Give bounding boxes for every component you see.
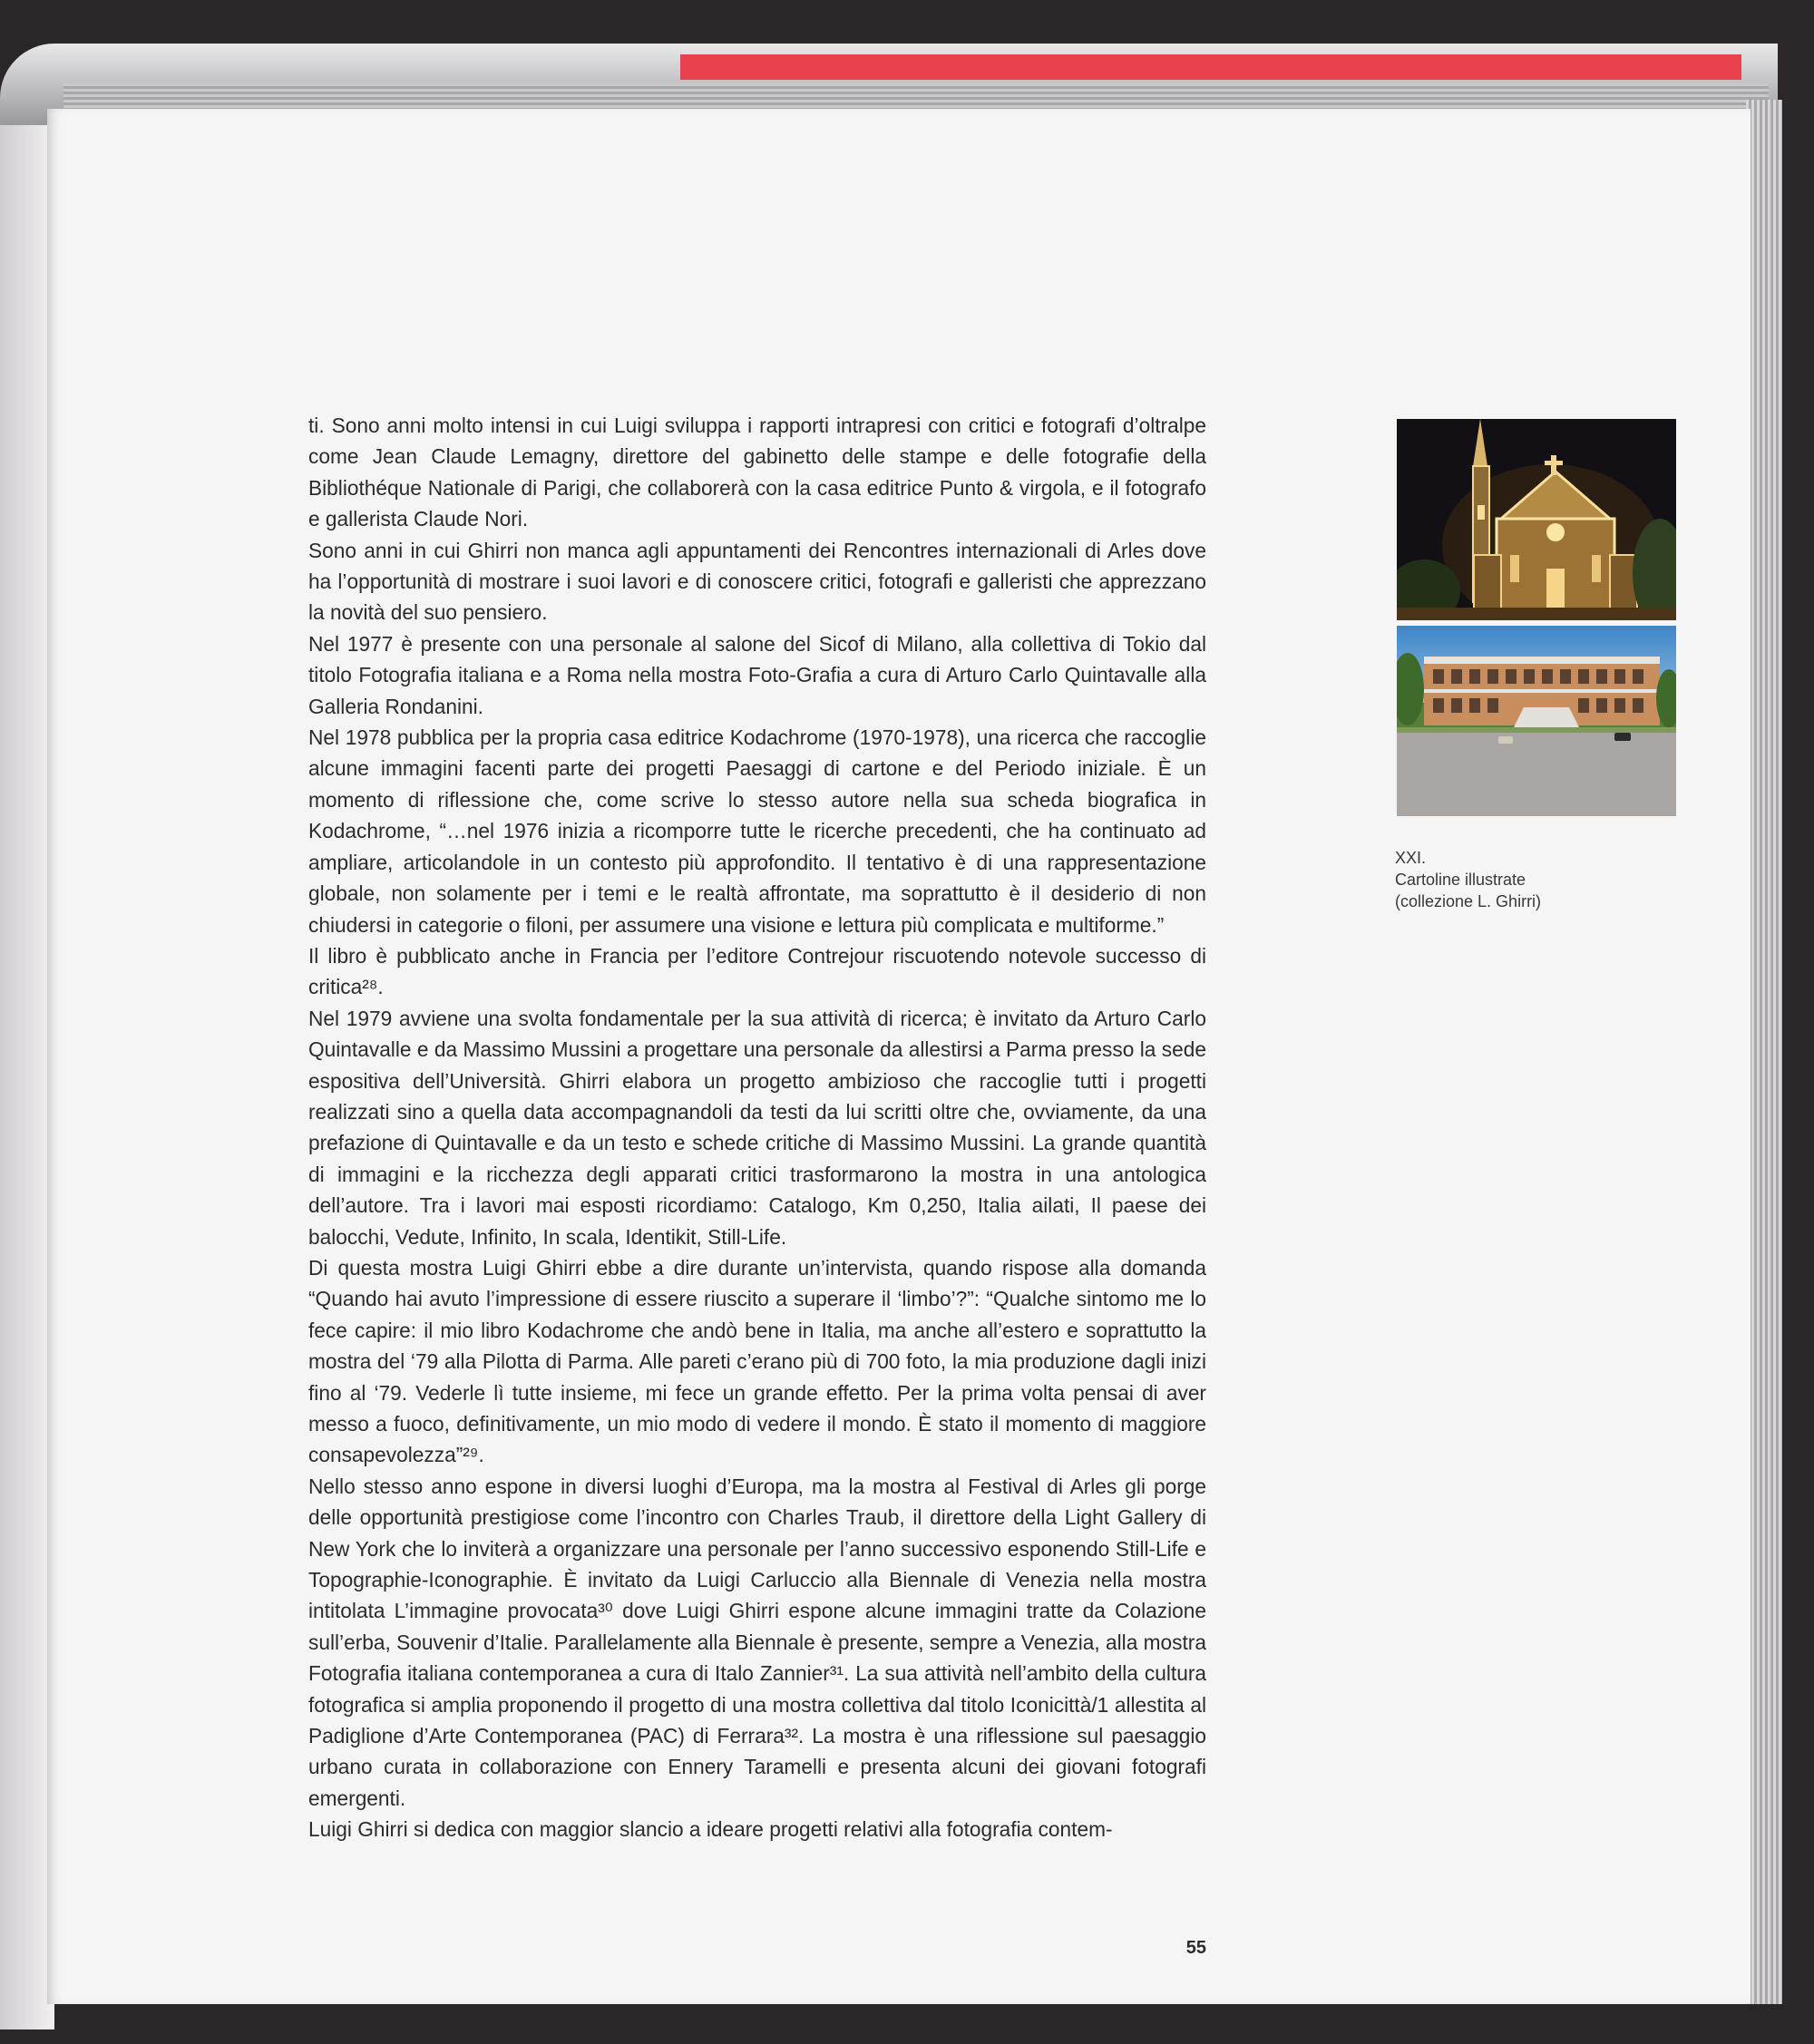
body-text [308,410,1206,1845]
page-number: 55 [1185,1938,1206,1958]
postcard-building-parking [1397,626,1676,816]
caption-title: Cartoline illustrate [1395,871,1526,889]
facing-page-edge [0,125,54,2029]
caption-number: XXI. [1395,849,1427,867]
paragraph: Di questa mostra Luigi Ghirri ebbe a dire durante un’intervista, quando rispose alla domanda “Quando hai avuto l’impressione di essere riuscito a superare il ‘limbo’?”: “Qualche sintomo me lo fece capire: il mio libro Kodachrome che andò bene in Italia, ma anche all’estero e soprattutto la mostra del ‘79 alla Pilotta di Parma. Alle pareti c’erano più di 700 foto, la mia produzione dagli inizi fino al ‘79. Vederle lì tutte insieme, mi fece un grande effetto. Per la prima volta pensai di aver messo a fuoco, definitivamente, un mio modo di vedere il mondo. È stato il momento di maggiore consapevolezza”²⁹. [308,1255,1206,1467]
paragraph: Nello stesso anno espone in diversi luoghi d’Europa, ma la mostra al Festival di Arles gli porge delle opportunità prestigiose come l’incontro con Charles Traub, il direttore della Light Gallery di New York che lo inviterà a organizzare una personale per l’anno successivo esponendo Still-Life e Topographie-Iconographie. È invitato da Luigi Carluccio alla Biennale di Venezia nella mostra intitolata L’immagine provocata³⁰ dove Luigi Ghirri espone alcune immagini tratte da Colazione sull’erba, Souvenir d’Italie. Parallelamente alla Biennale è presente, sempre a Venezia, alla mostra Fotografia italiana contemporanea a cura di Italo Zannier³¹. La sua attività nell’ambito della cultura fotografica si amplia proponendo il progetto di una mostra collettiva dal titolo Iconicittà/1 allestita al Padiglione d’Arte Contemporanea (PAC) di Ferrara³². La mostra è una riflessione sul paesaggio urbano curata in collaborazione con Ennery Taramelli e presenta alcuni dei giovani fotografi emergenti. [308,1474,1206,1810]
paragraph: Nel 1978 pubblica per la propria casa editrice Kodachrome (1970-1978), una ricerca che raccoglie alcune immagini facenti parte dei progetti Paesaggi di cartone e del Periodo iniziale. È un momento di riflessione che, come scrive lo stesso autore nella sua scheda biografica in Kodachrome, “…nel 1976 inizia a ricomporre tutte le ricerche precedenti, che ha continuato ad ampliare, articolandole in un contesto più approfondito. Il tentativo è di una rappresentazione globale, non solamente per i temi e le realtà affrontate, ma soprattutto è il desiderio di non chiudersi in categorie o filoni, per assumere una visione e lettura più complicata e multiforme.” [308,725,1206,937]
page-stack-right-edge [1746,100,1782,2004]
paragraph: Luigi Ghirri si dedica con maggior slancio a ideare progetti relativi alla fotografia contem- [308,1817,1113,1842]
paragraph: Nel 1977 è presente con una personale al salone del Sicof di Milano, alla collettiva di Tokio dal titolo Fotografia italiana e a Roma nella mostra Foto-Grafia a cura di Arturo Carlo Quintavalle alla Galleria Rondanini. [308,631,1206,718]
paragraph: ti. Sono anni molto intensi in cui Luigi sviluppa i rapporti intrapresi con critici e fotografi d’oltralpe come Jean Claude Lemagny, direttore del gabinetto delle stampe e delle fotografie della Bibliothéque Nationale di Parigi, che collaborerà con la casa editrice Punto & virgola, e il fotografo e gallerista Claude Nori. [308,414,1206,531]
paragraph: Nel 1979 avviene una svolta fondamentale per la sua attività di ricerca; è invitato da Arturo Carlo Quintavalle e da Massimo Mussini a progettare una personale da allestirsi a Parma presso la sede espositiva dell’Università. Ghirri elabora un progetto ambizioso che raccoglie tutti i progetti realizzati sino a quella data accompagnandoli da testi da lui scritti oltre che, ovviamente, da una prefazione di Quintavalle e da un testo e schede critiche di Massimo Mussini. La grande quantità di immagini e la ricchezza degli apparati critici trasformarono la mostra in una antologica dell’autore. Tra i lavori mai esposti ricordiamo: Catalogo, Km 0,250, Italia ailati, Il paese dei balocchi, Vedute, Infinito, In scala, Identikit, Still-Life. [308,1006,1206,1249]
postcard-church-illuminated [1397,419,1676,620]
caption-credit: (collezione L. Ghirri) [1395,892,1542,910]
paragraph: Il libro è pubblicato anche in Francia per l’editore Contrejour riscuotendo notevole successo di critica²⁸. [308,943,1206,999]
paragraph: Sono anni in cui Ghirri non manca agli appuntamenti dei Rencontres internazionali di Arles dove ha l’opportunità di mostrare i suoi lavori e di conoscere critici, fotografi e galleristi che apprezzano la novità del suo pensiero. [308,538,1206,625]
red-page-marker [680,54,1741,80]
figure-caption [1395,847,1649,912]
